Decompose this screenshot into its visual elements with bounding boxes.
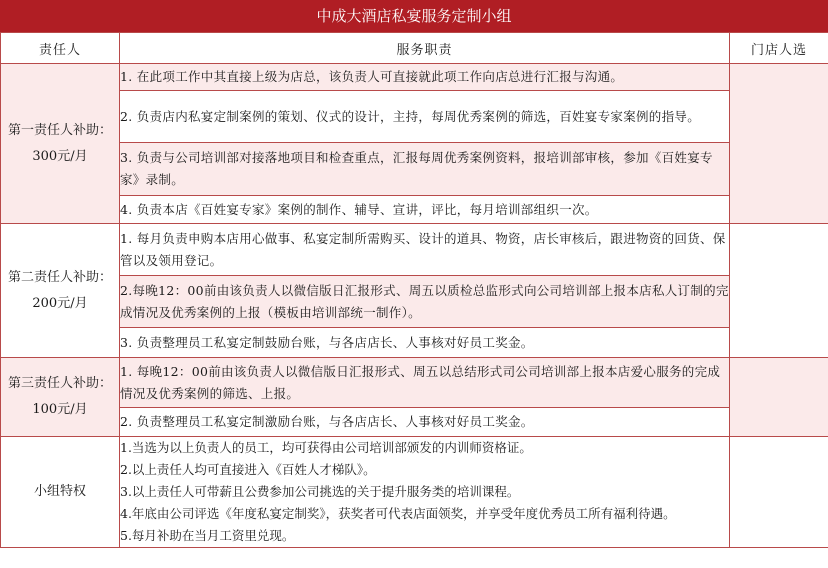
duty-cell: 1. 每晚12：00前由该负责人以微信版日汇报形式、周五以总结形式司公司培训部上报本店爱心服务的完成情况及优秀案例的筛选、上报。 bbox=[120, 358, 730, 408]
table-row bbox=[1, 224, 828, 276]
selection-cell-1[interactable] bbox=[730, 64, 828, 224]
duty-cell: 3. 负责与公司培训部对接落地项目和检查重点，汇报每周优秀案例资料，报培训部审核，参加《百姓宴专家》录制。 bbox=[120, 143, 730, 196]
responsible-cell-2: 第二责任人补助：200元/月 bbox=[1, 224, 120, 358]
responsible-cell-1: 第一责任人补助：300元/月 bbox=[1, 64, 120, 224]
header-responsible: 责任人 bbox=[1, 33, 120, 64]
table-row bbox=[1, 328, 828, 358]
selection-cell-2[interactable] bbox=[730, 224, 828, 358]
table-row bbox=[1, 358, 828, 408]
duty-cell: 4. 负责本店《百姓宴专家》案例的制作、辅导、宣讲，评比，每月培训部组织一次。 bbox=[120, 196, 730, 224]
table-row bbox=[1, 196, 828, 224]
responsibility-table bbox=[0, 32, 828, 548]
duty-cell: 3. 负责整理员工私宴定制鼓励台账，与各店店长、人事核对好员工奖金。 bbox=[120, 328, 730, 358]
header-duties: 服务职责 bbox=[120, 33, 730, 64]
list-item: 5.每月补助在当月工资里兑现。 bbox=[120, 528, 295, 543]
table-header-row bbox=[1, 33, 828, 64]
header-selection: 门店人选 bbox=[730, 33, 828, 64]
responsible-cell-3: 第三责任人补助：100元/月 bbox=[1, 358, 120, 437]
duty-cell: 1. 每月负责申购本店用心做事、私宴定制所需购买、设计的道具、物资，店长审核后，跟进物资的回货、保管以及领用登记。 bbox=[120, 224, 730, 276]
table-row bbox=[1, 408, 828, 437]
list-item: 1.当选为以上负责人的员工，均可获得由公司培训部颁发的内训师资格证。 bbox=[120, 440, 532, 455]
table-row bbox=[1, 143, 828, 196]
duty-cell: 2. 负责店内私宴定制案例的策划、仪式的设计，主持，每周优秀案例的筛选，百姓宴专家案例的指导。 bbox=[120, 91, 730, 143]
list-item: 4.年底由公司评选《年度私宴定制奖》，获奖者可代表店面领奖，并享受年度优秀员工所有福利待遇。 bbox=[120, 506, 676, 521]
list-item: 3.以上责任人可带薪且公费参加公司挑选的关于提升服务类的培训课程。 bbox=[120, 484, 520, 499]
list-item: 2.以上责任人均可直接进入《百姓人才梯队》。 bbox=[120, 462, 376, 477]
table-row bbox=[1, 276, 828, 328]
document-title: 中成大酒店私宴服务定制小组 bbox=[0, 0, 828, 32]
table-row bbox=[1, 91, 828, 143]
duty-cell: 1. 在此项工作中其直接上级为店总，该负责人可直接就此项工作向店总进行汇报与沟通。 bbox=[120, 64, 730, 91]
duty-cell: 2. 负责整理员工私宴定制激励台账，与各店店长、人事核对好员工奖金。 bbox=[120, 408, 730, 437]
table-row bbox=[1, 64, 828, 91]
privileges-list bbox=[120, 437, 730, 548]
selection-cell-4[interactable] bbox=[730, 437, 828, 548]
privileges-row bbox=[1, 437, 828, 548]
selection-cell-3[interactable] bbox=[730, 358, 828, 437]
privileges-label: 小组特权 bbox=[1, 437, 120, 548]
duty-cell: 2.每晚12：00前由该负责人以微信版日汇报形式、周五以质检总监形式向公司培训部上报本店私人订制的完成情况及优秀案例的上报（模板由培训部统一制作）。 bbox=[120, 276, 730, 328]
